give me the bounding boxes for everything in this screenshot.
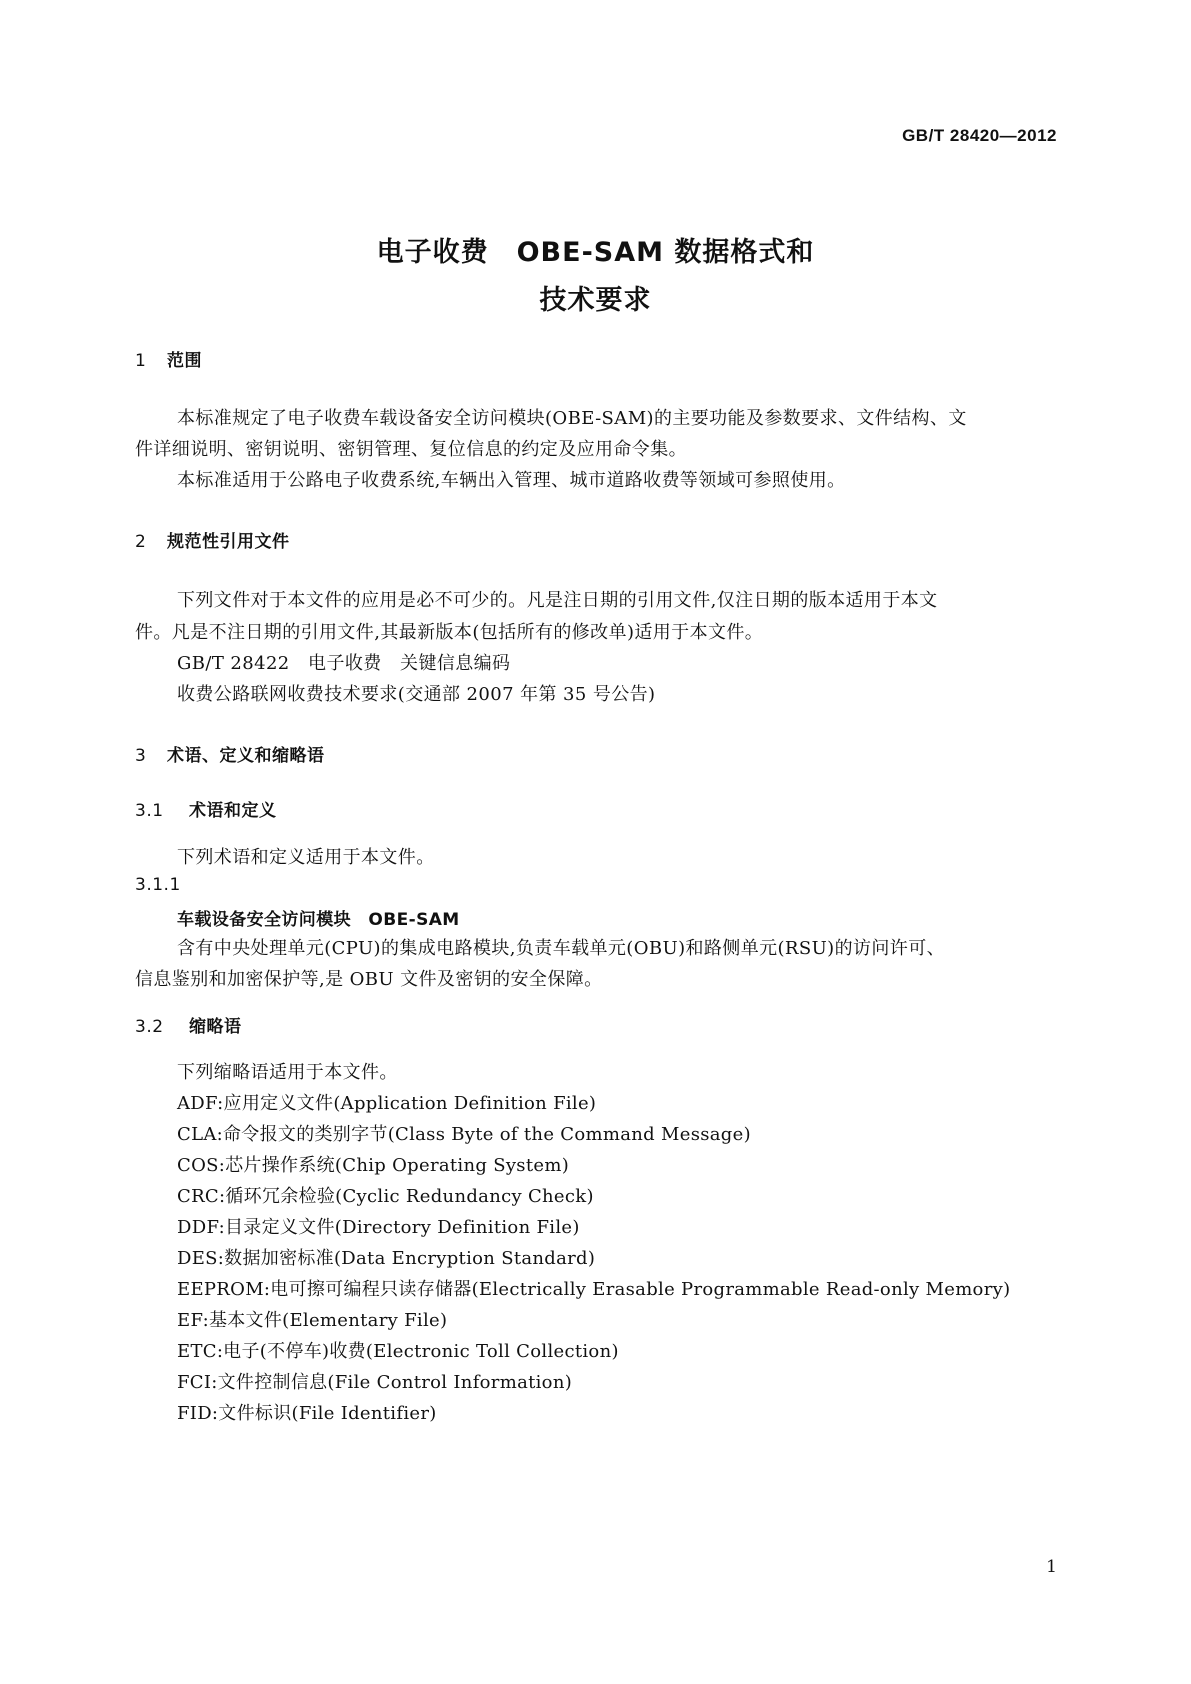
term-number: 3.1.1	[135, 875, 181, 895]
term-name: 车载设备安全访问模块 OBE-SAM	[177, 910, 460, 930]
paragraph-line: 本标准适用于公路电子收费系统,车辆出入管理、城市道路收费等领域可参照使用。	[177, 470, 846, 491]
abbreviation-item: DES:数据加密标准(Data Encryption Standard)	[177, 1248, 596, 1269]
paragraph-line: 下列术语和定义适用于本文件。	[177, 847, 435, 868]
page-number: 1	[1046, 1557, 1057, 1577]
section-title: 规范性引用文件	[167, 532, 290, 552]
abbreviation-item: DDF:目录定义文件(Directory Definition File)	[177, 1217, 580, 1238]
paragraph-line: 本标准规定了电子收费车载设备安全访问模块(OBE-SAM)的主要功能及参数要求、文件结构、文	[177, 408, 967, 429]
abbreviation-item: CRC:循环冗余检验(Cyclic Redundancy Check)	[177, 1186, 594, 1207]
document-title-line-1: 电子收费 OBE-SAM 数据格式和	[376, 237, 815, 268]
paragraph-line: 下列文件对于本文件的应用是必不可少的。凡是注日期的引用文件,仅注日期的版本适用于本文	[177, 590, 938, 611]
abbreviation-item: FID:文件标识(File Identifier)	[177, 1403, 437, 1424]
abbreviation-item: CLA:命令报文的类别字节(Class Byte of the Command Message)	[177, 1124, 751, 1145]
section-title: 术语和定义	[189, 801, 277, 821]
section-3-heading	[135, 741, 325, 766]
paragraph-line: 件。凡是不注日期的引用文件,其最新版本(包括所有的修改单)适用于本文件。	[135, 622, 764, 643]
section-number: 2	[135, 532, 147, 552]
section-number: 3.1	[135, 801, 164, 821]
abbreviation-item: EEPROM:电可擦可编程只读存储器(Electrically Erasable Programmable Read-only Memory)	[177, 1279, 1011, 1300]
definition-line: 信息鉴别和加密保护等,是 OBU 文件及密钥的安全保障。	[135, 969, 603, 990]
paragraph-line: 下列缩略语适用于本文件。	[177, 1062, 398, 1083]
abbreviation-item: COS:芯片操作系统(Chip Operating System)	[177, 1155, 570, 1176]
abbreviation-item: ETC:电子(不停车)收费(Electronic Toll Collection)	[177, 1341, 619, 1362]
section-3-1-heading	[135, 796, 277, 821]
section-title: 缩略语	[189, 1017, 242, 1037]
section-number: 1	[135, 351, 147, 371]
definition-line: 含有中央处理单元(CPU)的集成电路模块,负责车载单元(OBU)和路侧单元(RSU)的访问许可、	[177, 938, 945, 959]
document-title-line-2: 技术要求	[539, 285, 652, 316]
section-3-2-heading	[135, 1012, 242, 1037]
abbreviation-item: FCI:文件控制信息(File Control Information)	[177, 1372, 573, 1393]
paragraph-line: 件详细说明、密钥说明、密钥管理、复位信息的约定及应用命令集。	[135, 439, 687, 460]
normative-reference: 收费公路联网收费技术要求(交通部 2007 年第 35 号公告)	[177, 684, 656, 705]
section-number: 3.2	[135, 1017, 164, 1037]
section-title: 范围	[167, 351, 202, 371]
section-2-heading	[135, 527, 290, 552]
abbreviation-item: ADF:应用定义文件(Application Definition File)	[177, 1093, 597, 1114]
abbreviation-item: EF:基本文件(Elementary File)	[177, 1310, 448, 1331]
normative-reference: GB/T 28422 电子收费 关键信息编码	[177, 653, 511, 674]
section-number: 3	[135, 746, 147, 766]
standard-code: GB/T 28420—2012	[902, 126, 1057, 145]
section-title: 术语、定义和缩略语	[167, 746, 325, 766]
section-1-heading	[135, 346, 202, 371]
